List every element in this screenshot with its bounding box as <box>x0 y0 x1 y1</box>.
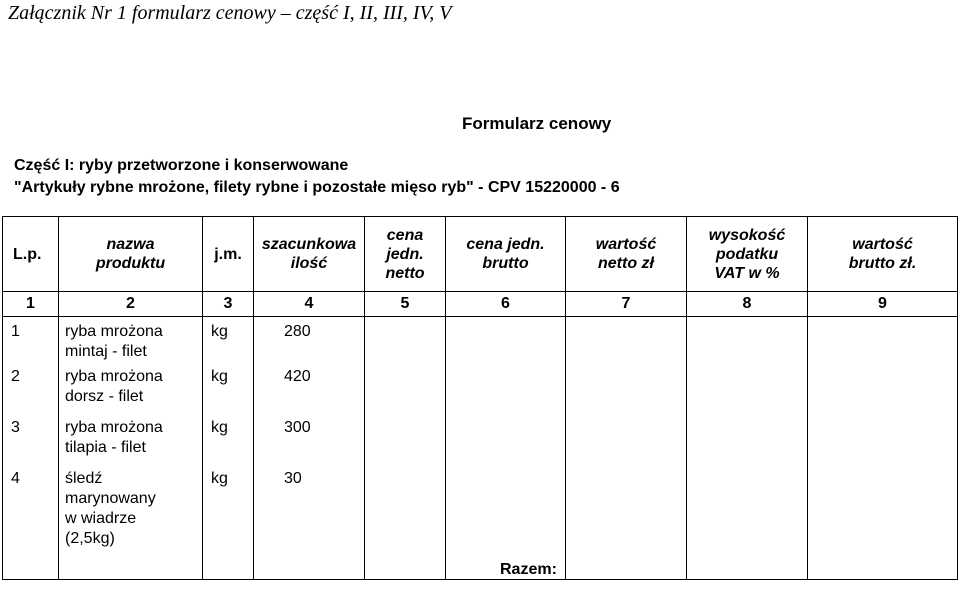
column-number: 7 <box>566 292 687 317</box>
table-row <box>3 317 958 367</box>
part-title: Część I: ryby przetworzone i konserwowane <box>14 157 349 174</box>
row-unit-gross <box>446 317 566 367</box>
row-unit-net <box>365 469 446 580</box>
column-number: 1 <box>3 292 59 317</box>
row-vat <box>687 418 808 469</box>
row-qty: 420 <box>254 367 365 418</box>
column-number-row <box>3 292 958 317</box>
header-unit: j.m. <box>203 217 254 292</box>
row-unit-net <box>365 317 446 367</box>
row-value-net <box>566 317 687 367</box>
row-value-gross <box>808 418 958 469</box>
row-qty: 30 <box>254 469 365 580</box>
table-row <box>3 418 958 469</box>
header-value-net: wartość netto zł <box>566 217 687 292</box>
row-product-name: śledź marynowany w wiadrze (2,5kg) <box>59 469 203 580</box>
row-unit-gross <box>446 367 566 418</box>
row-lp: 2 <box>3 367 59 418</box>
column-number: 2 <box>59 292 203 317</box>
row-qty: 280 <box>254 317 365 367</box>
table-row <box>3 469 958 580</box>
row-value-gross <box>808 367 958 418</box>
row-lp: 3 <box>3 418 59 469</box>
row-unit: kg <box>203 367 254 418</box>
row-vat <box>687 367 808 418</box>
document-title: Załącznik Nr 1 formularz cenowy – część I, II, III, IV, V <box>8 2 452 24</box>
table-row <box>3 367 958 418</box>
header-unit-net: cena jedn. netto <box>365 217 446 292</box>
row-value-gross <box>808 317 958 367</box>
header-row <box>3 217 958 292</box>
row-vat <box>687 469 808 580</box>
column-number: 4 <box>254 292 365 317</box>
header-name: nazwa produktu <box>59 217 203 292</box>
row-unit: kg <box>203 418 254 469</box>
header-lp: L.p. <box>3 217 59 292</box>
row-value-net <box>566 367 687 418</box>
header-value-gross: wartość brutto zł. <box>808 217 958 292</box>
row-value-net <box>566 469 687 580</box>
header-qty: szacunkowa ilość <box>254 217 365 292</box>
row-unit-net <box>365 367 446 418</box>
row-lp: 4 <box>3 469 59 580</box>
column-number: 8 <box>687 292 808 317</box>
column-number: 5 <box>365 292 446 317</box>
row-product-name: ryba mrożona dorsz - filet <box>59 367 203 418</box>
column-number: 9 <box>808 292 958 317</box>
price-table <box>2 216 958 580</box>
row-vat <box>687 317 808 367</box>
header-vat: wysokość podatku VAT w % <box>687 217 808 292</box>
row-value-net <box>566 418 687 469</box>
part-description <box>14 155 620 199</box>
row-lp: 1 <box>3 317 59 367</box>
total-label: Razem: <box>500 561 557 578</box>
row-product-name: ryba mrożona tilapia - filet <box>59 418 203 469</box>
row-value-gross <box>808 469 958 580</box>
row-unit: kg <box>203 317 254 367</box>
header-unit-gross: cena jedn. brutto <box>446 217 566 292</box>
form-heading: Formularz cenowy <box>462 114 612 133</box>
row-unit-gross <box>446 418 566 469</box>
row-unit: kg <box>203 469 254 580</box>
row-product-name: ryba mrożona mintaj - filet <box>59 317 203 367</box>
row-unit-net <box>365 418 446 469</box>
column-number: 3 <box>203 292 254 317</box>
column-number: 6 <box>446 292 566 317</box>
row-qty: 300 <box>254 418 365 469</box>
part-subtitle: "Artykuły rybne mrożone, filety rybne i pozostałe mięso ryb" - CPV 15220000 - 6 <box>14 179 620 196</box>
